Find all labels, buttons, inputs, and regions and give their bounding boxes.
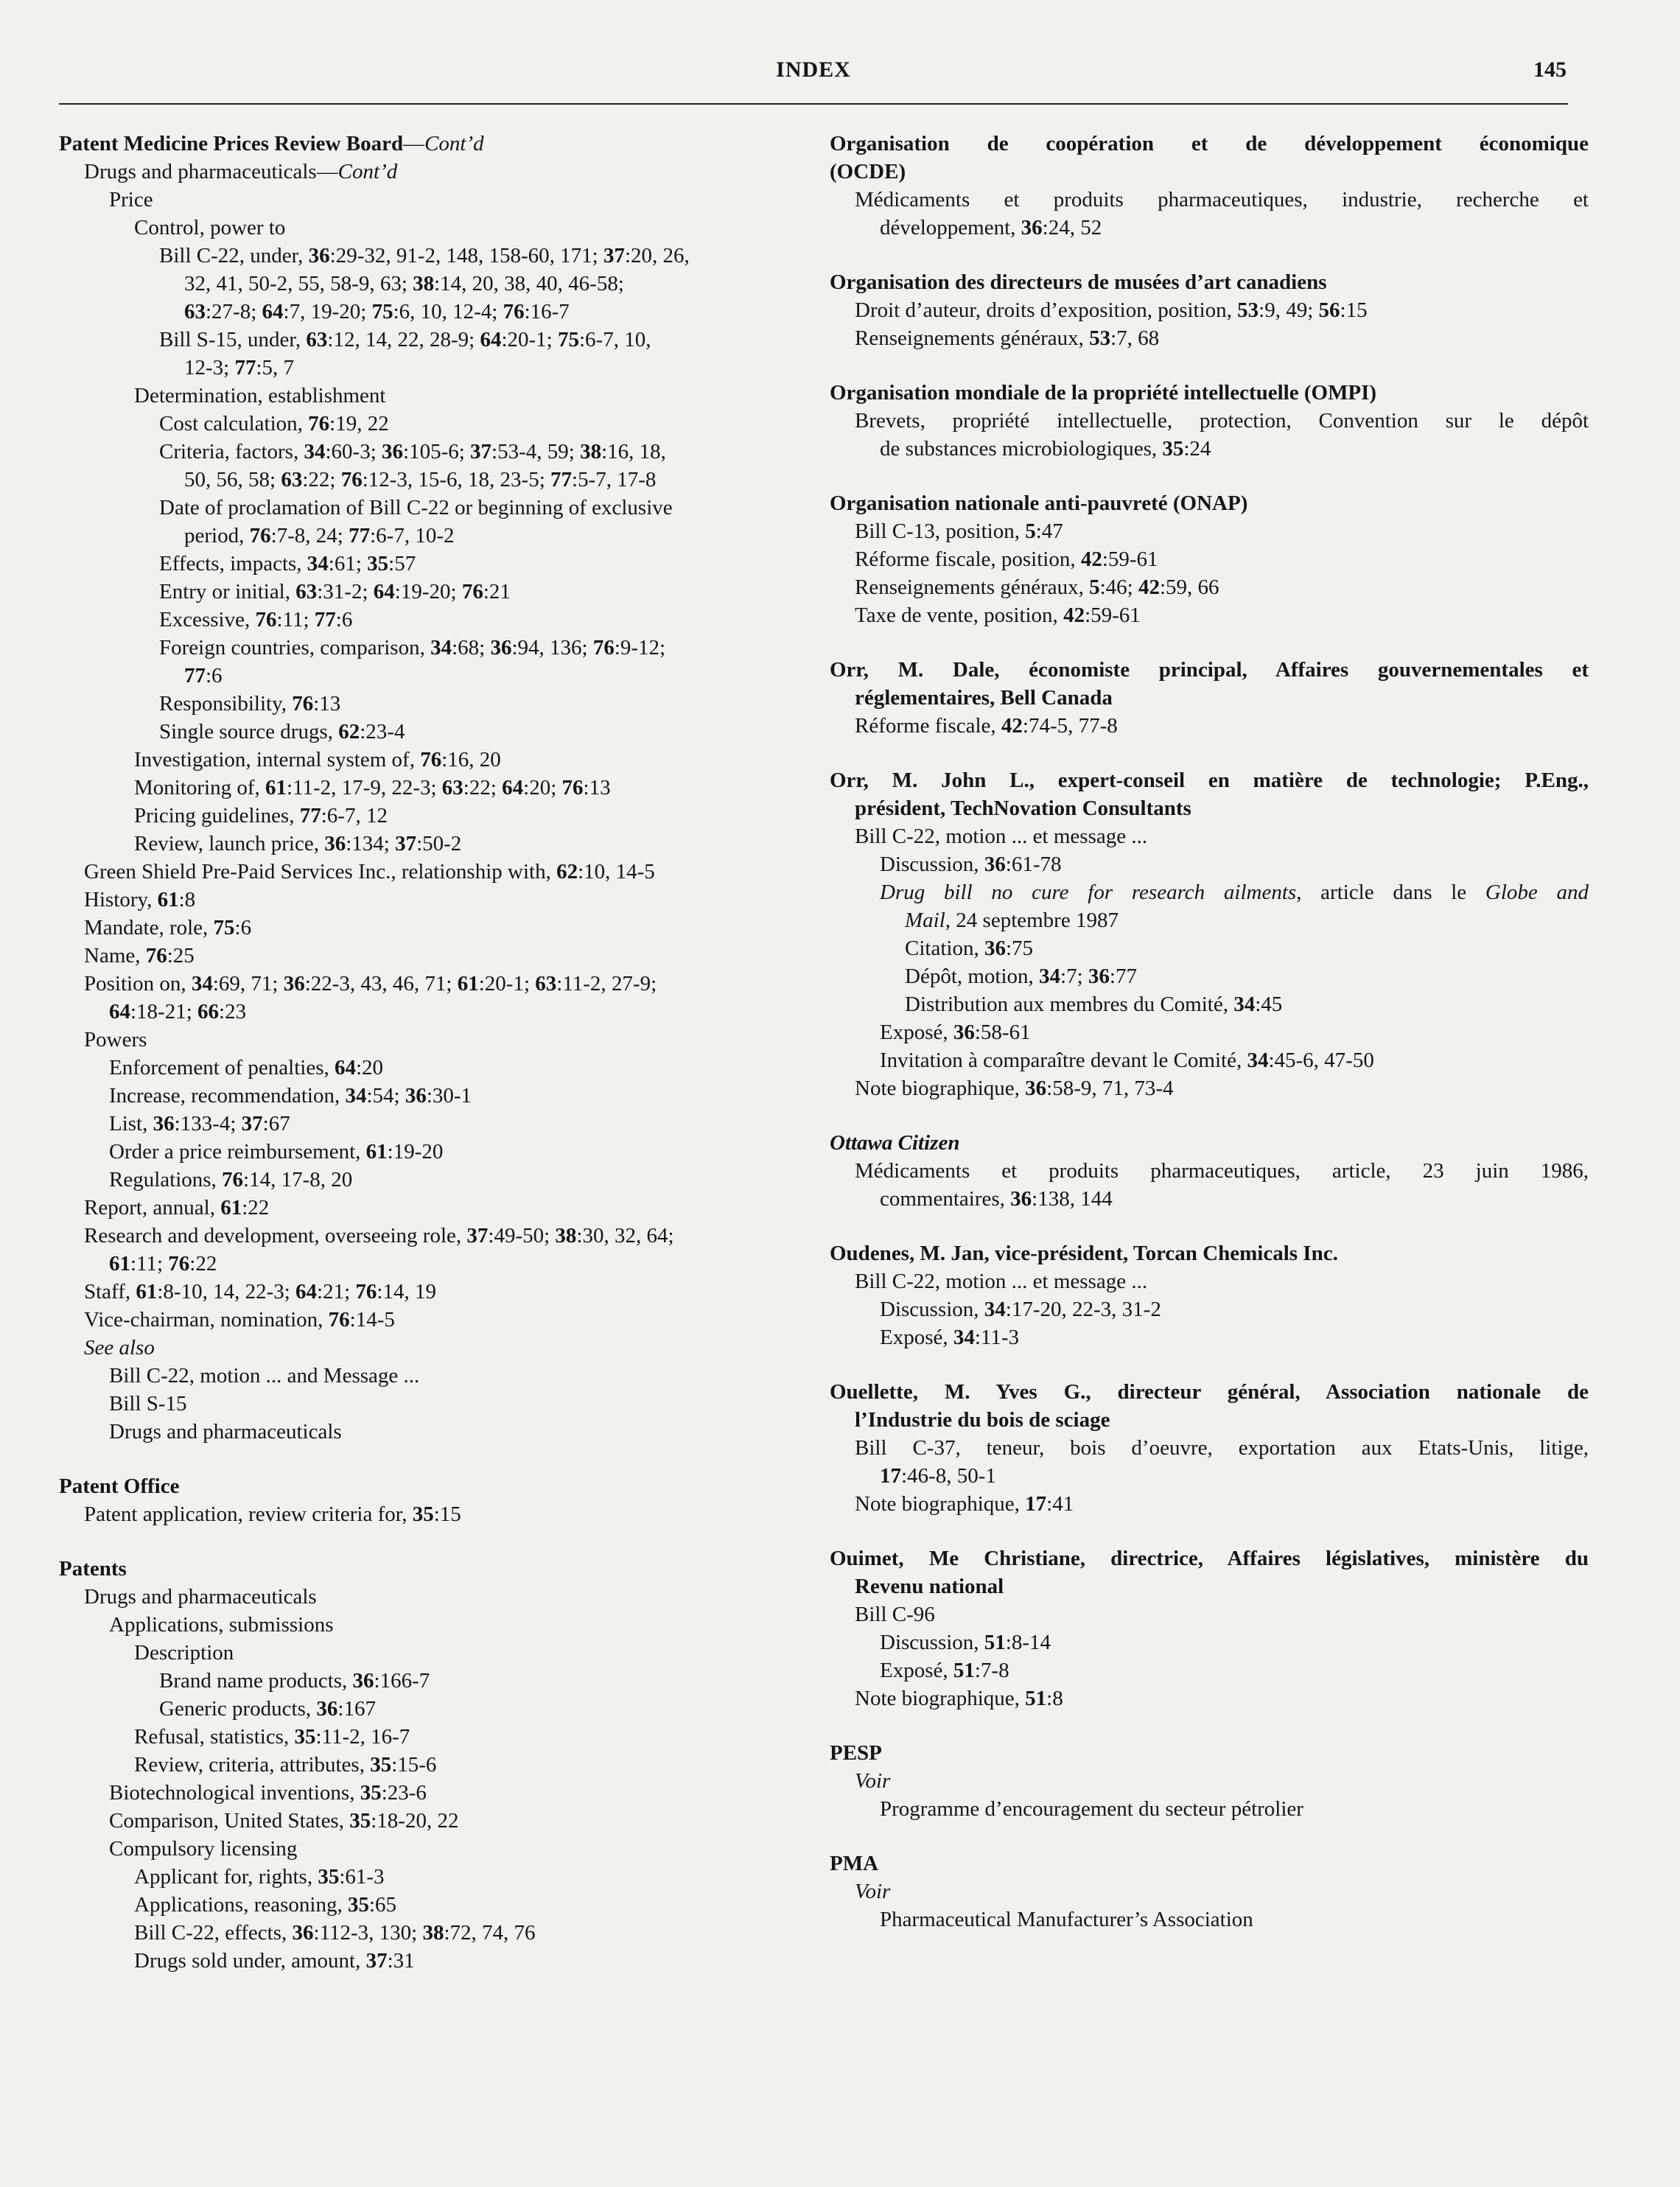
index-line: développement, 36:24, 52 — [880, 216, 1102, 239]
index-line: Drugs and pharmaceuticals — [109, 1420, 342, 1444]
index-line: 12-3; 77:5, 7 — [184, 356, 295, 379]
index-line: Drugs sold under, amount, 37:31 — [134, 1949, 415, 1973]
index-line: Orr, M. Dale, économiste principal, Affaires gouvernementales et — [830, 658, 1589, 682]
index-line: commentaires, 36:138, 144 — [880, 1187, 1113, 1211]
index-line: Programme d’encouragement du secteur pétrolier — [880, 1797, 1303, 1821]
index-line: 77:6 — [184, 664, 223, 687]
index-line: Order a price reimbursement, 61:19-20 — [109, 1140, 444, 1164]
index-line: Price — [109, 188, 153, 211]
index-line: Médicaments et produits pharmaceutiques, article, 23 juin 1986, — [855, 1159, 1589, 1183]
index-line: Effects, impacts, 34:61; 35:57 — [159, 552, 416, 575]
index-line: Renseignements généraux, 5:46; 42:59, 66 — [855, 575, 1219, 599]
index-line: PESP — [830, 1741, 882, 1765]
index-line: Médicaments et produits pharmaceutiques, industrie, recherche et — [855, 188, 1589, 211]
index-line: Determination, establishment — [134, 384, 386, 407]
index-line: Dépôt, motion, 34:7; 36:77 — [905, 965, 1137, 988]
index-line: Bill C-13, position, 5:47 — [855, 519, 1063, 543]
index-line: Organisation nationale anti-pauvreté (ONAP) — [830, 491, 1248, 515]
index-line: Brand name products, 36:166-7 — [159, 1669, 430, 1693]
index-line: Organisation de coopération et de développement économique — [830, 132, 1589, 155]
index-line: Refusal, statistics, 35:11-2, 16-7 — [134, 1725, 410, 1749]
index-line: Exposé, 51:7-8 — [880, 1659, 1009, 1682]
index-line: Staff, 61:8-10, 14, 22-3; 64:21; 76:14, 19 — [84, 1280, 436, 1304]
index-line: de substances microbiologiques, 35:24 — [880, 437, 1211, 461]
index-line: Investigation, internal system of, 76:16, 20 — [134, 748, 501, 771]
index-line: Bill C-22, motion ... and Message ... — [109, 1364, 420, 1388]
index-line: Discussion, 34:17-20, 22-3, 31-2 — [880, 1298, 1161, 1321]
index-line: Note biographique, 17:41 — [855, 1492, 1074, 1516]
index-line: period, 76:7-8, 24; 77:6-7, 10-2 — [184, 524, 455, 547]
page-title: INDEX — [776, 57, 851, 82]
index-line: Ouimet, Me Christiane, directrice, Affaires législatives, ministère du — [830, 1547, 1589, 1570]
index-line: List, 36:133-4; 37:67 — [109, 1112, 290, 1136]
index-line: 64:18-21; 66:23 — [109, 1000, 247, 1023]
index-line: Organisation des directeurs de musées d’art canadiens — [830, 270, 1327, 294]
index-line: See also — [84, 1336, 155, 1360]
index-line: Discussion, 36:61-78 — [880, 853, 1062, 876]
index-line: Increase, recommendation, 34:54; 36:30-1 — [109, 1084, 472, 1108]
index-line: 50, 56, 58; 63:22; 76:12-3, 15-6, 18, 23-5; 77:5-7, 17-8 — [184, 468, 657, 491]
index-line: 61:11; 76:22 — [109, 1252, 217, 1276]
index-line: Applications, submissions — [109, 1613, 334, 1637]
index-line: Applications, reasoning, 35:65 — [134, 1893, 397, 1917]
index-line: Mail, 24 septembre 1987 — [905, 909, 1119, 932]
index-line: Monitoring of, 61:11-2, 17-9, 22-3; 63:22; 64:20; 76:13 — [134, 776, 611, 799]
left-column — [59, 130, 796, 1975]
index-line: Control, power to — [134, 216, 286, 239]
right-column — [830, 130, 1589, 1934]
index-line: Taxe de vente, position, 42:59-61 — [855, 603, 1141, 627]
index-line: Organisation mondiale de la propriété intellectuelle (OMPI) — [830, 381, 1377, 405]
index-line: Entry or initial, 63:31-2; 64:19-20; 76:21 — [159, 580, 511, 603]
index-line: Responsibility, 76:13 — [159, 692, 341, 715]
index-line: Review, launch price, 36:134; 37:50-2 — [134, 832, 462, 855]
index-line: 17:46-8, 50-1 — [880, 1464, 996, 1488]
index-line: Report, annual, 61:22 — [84, 1196, 270, 1220]
index-line: Droit d’auteur, droits d’exposition, position, 53:9, 49; 56:15 — [855, 298, 1368, 322]
index-line: Pricing guidelines, 77:6-7, 12 — [134, 804, 388, 827]
index-line: Patent Office — [59, 1474, 180, 1498]
index-line: Applicant for, rights, 35:61-3 — [134, 1865, 385, 1889]
index-line: Patent application, review criteria for, 35:15 — [84, 1502, 461, 1526]
index-line: Enforcement of penalties, 64:20 — [109, 1056, 384, 1079]
index-line: Generic products, 36:167 — [159, 1697, 376, 1721]
index-line: Ottawa Citizen — [830, 1131, 960, 1155]
index-line: Criteria, factors, 34:60-3; 36:105-6; 37:53-4, 59; 38:16, 18, — [159, 440, 666, 463]
index-line: Voir — [855, 1880, 891, 1903]
index-line: Green Shield Pre-Paid Services Inc., relationship with, 62:10, 14-5 — [84, 860, 655, 883]
index-line: Regulations, 76:14, 17-8, 20 — [109, 1168, 353, 1192]
index-line: Bill S-15, under, 63:12, 14, 22, 28-9; 64:20-1; 75:6-7, 10, — [159, 328, 651, 351]
index-line: Invitation à comparaître devant le Comité, 34:45-6, 47-50 — [880, 1049, 1374, 1072]
index-line: président, TechNovation Consultants — [855, 797, 1191, 820]
index-line: Bill C-22, motion ... et message ... — [855, 1270, 1148, 1293]
index-line: Exposé, 34:11-3 — [880, 1326, 1020, 1349]
index-line: Renseignements généraux, 53:7, 68 — [855, 326, 1160, 350]
index-line: Date of proclamation of Bill C-22 or beginning of exclusive — [159, 496, 673, 519]
index-line: Discussion, 51:8-14 — [880, 1631, 1051, 1654]
index-line: Drug bill no cure for research ailments, article dans le Globe and — [880, 881, 1589, 904]
index-line: Note biographique, 36:58-9, 71, 73-4 — [855, 1077, 1174, 1100]
index-line: Bill C-96 — [855, 1603, 935, 1626]
index-line: Réforme fiscale, 42:74-5, 77-8 — [855, 714, 1118, 738]
index-line: Drugs and pharmaceuticals—Cont’d — [84, 160, 398, 183]
index-line: PMA — [830, 1852, 879, 1875]
index-line: Orr, M. John L., expert-conseil en matière de technologie; P.Eng., — [830, 769, 1589, 792]
index-line: Mandate, role, 75:6 — [84, 916, 252, 939]
index-line: (OCDE) — [830, 160, 906, 183]
index-line: Compulsory licensing — [109, 1837, 298, 1861]
index-line: Voir — [855, 1769, 891, 1793]
index-line: l’Industrie du bois de sciage — [855, 1408, 1110, 1432]
index-line: Description — [134, 1641, 234, 1665]
index-line: Excessive, 76:11; 77:6 — [159, 608, 353, 631]
index-line: Distribution aux membres du Comité, 34:45 — [905, 993, 1283, 1016]
index-line: Bill C-22, under, 36:29-32, 91-2, 148, 158-60, 171; 37:20, 26, — [159, 244, 690, 267]
index-line: Patent Medicine Prices Review Board—Cont’d — [59, 132, 484, 155]
index-line: Pharmaceutical Manufacturer’s Association — [880, 1908, 1253, 1931]
index-line: Cost calculation, 76:19, 22 — [159, 412, 389, 435]
index-line: Bill C-37, teneur, bois d’oeuvre, exportation aux Etats-Unis, litige, — [855, 1436, 1589, 1460]
index-line: Research and development, overseeing role, 37:49-50; 38:30, 32, 64; — [84, 1224, 674, 1248]
index-line: Foreign countries, comparison, 34:68; 36:94, 136; 76:9-12; — [159, 636, 666, 659]
index-line: Note biographique, 51:8 — [855, 1687, 1063, 1710]
index-line: 32, 41, 50-2, 55, 58-9, 63; 38:14, 20, 38, 40, 46-58; — [184, 272, 624, 295]
index-line: réglementaires, Bell Canada — [855, 686, 1113, 710]
index-line: Ouellette, M. Yves G., directeur général, Association nationale de — [830, 1380, 1589, 1404]
index-line: Revenu national — [855, 1575, 1004, 1598]
index-line: Bill S-15 — [109, 1392, 187, 1416]
index-line: Single source drugs, 62:23-4 — [159, 720, 405, 743]
running-head — [59, 57, 1568, 102]
index-line: Review, criteria, attributes, 35:15-6 — [134, 1753, 437, 1777]
index-line: Patents — [59, 1557, 127, 1581]
index-line: Powers — [84, 1028, 147, 1051]
index-line: Oudenes, M. Jan, vice-président, Torcan Chemicals Inc. — [830, 1242, 1338, 1265]
page-number: 145 — [1533, 57, 1567, 82]
index-line: Vice-chairman, nomination, 76:14-5 — [84, 1308, 395, 1332]
index-line: Drugs and pharmaceuticals — [84, 1585, 317, 1609]
index-line: Exposé, 36:58-61 — [880, 1021, 1031, 1044]
index-line: Comparison, United States, 35:18-20, 22 — [109, 1809, 459, 1833]
index-line: Brevets, propriété intellectuelle, protection, Convention sur le dépôt — [855, 409, 1589, 433]
index-line: Bill C-22, effects, 36:112-3, 130; 38:72, 74, 76 — [134, 1921, 536, 1945]
index-line: Biotechnological inventions, 35:23-6 — [109, 1781, 427, 1805]
index-line: Position on, 34:69, 71; 36:22-3, 43, 46, 71; 61:20-1; 63:11-2, 27-9; — [84, 972, 657, 995]
index-line: Bill C-22, motion ... et message ... — [855, 825, 1148, 848]
index-line: Citation, 36:75 — [905, 937, 1034, 960]
index-line: Name, 76:25 — [84, 944, 195, 967]
index-line: History, 61:8 — [84, 888, 196, 911]
index-line: 63:27-8; 64:7, 19-20; 75:6, 10, 12-4; 76:16-7 — [184, 300, 570, 323]
header-rule — [59, 103, 1568, 105]
index-line: Réforme fiscale, position, 42:59-61 — [855, 547, 1158, 571]
